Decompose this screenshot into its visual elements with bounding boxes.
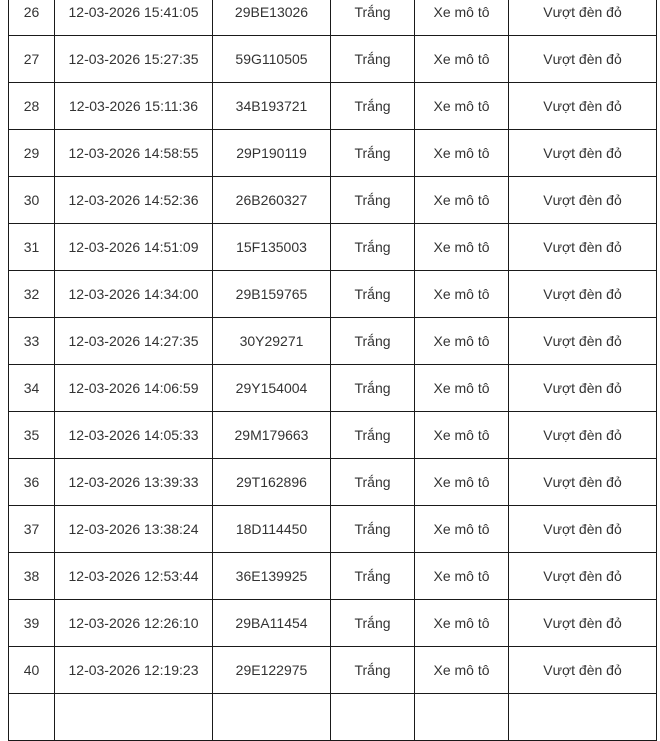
license-plate-cell: 29M179663 [213,412,331,459]
license-plate-cell: 29Y154004 [213,365,331,412]
plate-color-cell: Trắng [331,271,415,318]
empty-cell [9,694,55,741]
violation-cell: Vượt đèn đỏ [509,224,657,271]
violation-cell: Vượt đèn đỏ [509,36,657,83]
violation-cell: Vượt đèn đỏ [509,271,657,318]
table-row [9,459,657,506]
vehicle-type-cell: Xe mô tô [415,36,509,83]
table-row [9,224,657,271]
plate-color-cell: Trắng [331,506,415,553]
row-number-cell: 37 [9,506,55,553]
empty-cell [55,694,213,741]
license-plate-cell: 29BA11454 [213,600,331,647]
table-row [9,130,657,177]
violation-cell: Vượt đèn đỏ [509,318,657,365]
plate-color-cell: Trắng [331,459,415,506]
row-number-cell: 38 [9,553,55,600]
license-plate-cell: 29BE13026 [213,0,331,36]
empty-cell [415,694,509,741]
plate-color-cell: Trắng [331,0,415,36]
violation-cell: Vượt đèn đỏ [509,600,657,647]
vehicle-type-cell: Xe mô tô [415,318,509,365]
timestamp-cell: 12-03-2026 14:27:35 [55,318,213,365]
timestamp-cell: 12-03-2026 12:26:10 [55,600,213,647]
vehicle-type-cell: Xe mô tô [415,553,509,600]
table-row [9,0,657,36]
row-number-cell: 29 [9,130,55,177]
timestamp-cell: 12-03-2026 14:58:55 [55,130,213,177]
vehicle-type-cell: Xe mô tô [415,224,509,271]
violation-cell: Vượt đèn đỏ [509,553,657,600]
license-plate-cell: 29P190119 [213,130,331,177]
row-number-cell: 26 [9,0,55,36]
row-number-cell: 31 [9,224,55,271]
row-number-cell: 40 [9,647,55,694]
license-plate-cell: 29T162896 [213,459,331,506]
license-plate-cell: 29B159765 [213,271,331,318]
timestamp-cell: 12-03-2026 15:41:05 [55,0,213,36]
vehicle-type-cell: Xe mô tô [415,130,509,177]
table-row [9,318,657,365]
plate-color-cell: Trắng [331,83,415,130]
vehicle-type-cell: Xe mô tô [415,271,509,318]
table-row [9,412,657,459]
plate-color-cell: Trắng [331,224,415,271]
row-number-cell: 27 [9,36,55,83]
plate-color-cell: Trắng [331,177,415,224]
empty-cell [331,694,415,741]
timestamp-cell: 12-03-2026 15:27:35 [55,36,213,83]
table-row [9,271,657,318]
table-row [9,365,657,412]
vehicle-type-cell: Xe mô tô [415,647,509,694]
plate-color-cell: Trắng [331,365,415,412]
row-number-cell: 30 [9,177,55,224]
violation-cell: Vượt đèn đỏ [509,412,657,459]
timestamp-cell: 12-03-2026 14:05:33 [55,412,213,459]
license-plate-cell: 34B193721 [213,83,331,130]
timestamp-cell: 12-03-2026 13:38:24 [55,506,213,553]
plate-color-cell: Trắng [331,553,415,600]
violation-cell: Vượt đèn đỏ [509,0,657,36]
violation-cell: Vượt đèn đỏ [509,459,657,506]
table-row [9,177,657,224]
timestamp-cell: 12-03-2026 14:34:00 [55,271,213,318]
table-row [9,506,657,553]
vehicle-type-cell: Xe mô tô [415,0,509,36]
timestamp-cell: 12-03-2026 12:19:23 [55,647,213,694]
timestamp-cell: 12-03-2026 14:06:59 [55,365,213,412]
vehicle-type-cell: Xe mô tô [415,600,509,647]
plate-color-cell: Trắng [331,647,415,694]
vehicle-type-cell: Xe mô tô [415,177,509,224]
plate-color-cell: Trắng [331,318,415,365]
empty-cell [213,694,331,741]
timestamp-cell: 12-03-2026 14:51:09 [55,224,213,271]
row-number-cell: 33 [9,318,55,365]
table-row [9,600,657,647]
license-plate-cell: 26B260327 [213,177,331,224]
table-row [9,36,657,83]
vehicle-type-cell: Xe mô tô [415,83,509,130]
row-number-cell: 32 [9,271,55,318]
table-row [9,83,657,130]
timestamp-cell: 12-03-2026 15:11:36 [55,83,213,130]
vehicle-type-cell: Xe mô tô [415,459,509,506]
plate-color-cell: Trắng [331,36,415,83]
table-row [9,647,657,694]
vehicle-type-cell: Xe mô tô [415,412,509,459]
violation-cell: Vượt đèn đỏ [509,177,657,224]
vehicle-type-cell: Xe mô tô [415,365,509,412]
row-number-cell: 39 [9,600,55,647]
license-plate-cell: 30Y29271 [213,318,331,365]
violations-table-body [9,0,657,741]
violations-table [8,0,657,741]
license-plate-cell: 59G110505 [213,36,331,83]
empty-cell [509,694,657,741]
table-row-partial [9,694,657,741]
timestamp-cell: 12-03-2026 13:39:33 [55,459,213,506]
row-number-cell: 36 [9,459,55,506]
violation-cell: Vượt đèn đỏ [509,83,657,130]
plate-color-cell: Trắng [331,600,415,647]
violation-cell: Vượt đèn đỏ [509,130,657,177]
license-plate-cell: 15F135003 [213,224,331,271]
plate-color-cell: Trắng [331,412,415,459]
row-number-cell: 35 [9,412,55,459]
violation-cell: Vượt đèn đỏ [509,506,657,553]
timestamp-cell: 12-03-2026 14:52:36 [55,177,213,224]
timestamp-cell: 12-03-2026 12:53:44 [55,553,213,600]
violation-cell: Vượt đèn đỏ [509,365,657,412]
license-plate-cell: 18D114450 [213,506,331,553]
vehicle-type-cell: Xe mô tô [415,506,509,553]
table-row [9,553,657,600]
license-plate-cell: 29E122975 [213,647,331,694]
row-number-cell: 34 [9,365,55,412]
plate-color-cell: Trắng [331,130,415,177]
row-number-cell: 28 [9,83,55,130]
license-plate-cell: 36E139925 [213,553,331,600]
violation-cell: Vượt đèn đỏ [509,647,657,694]
